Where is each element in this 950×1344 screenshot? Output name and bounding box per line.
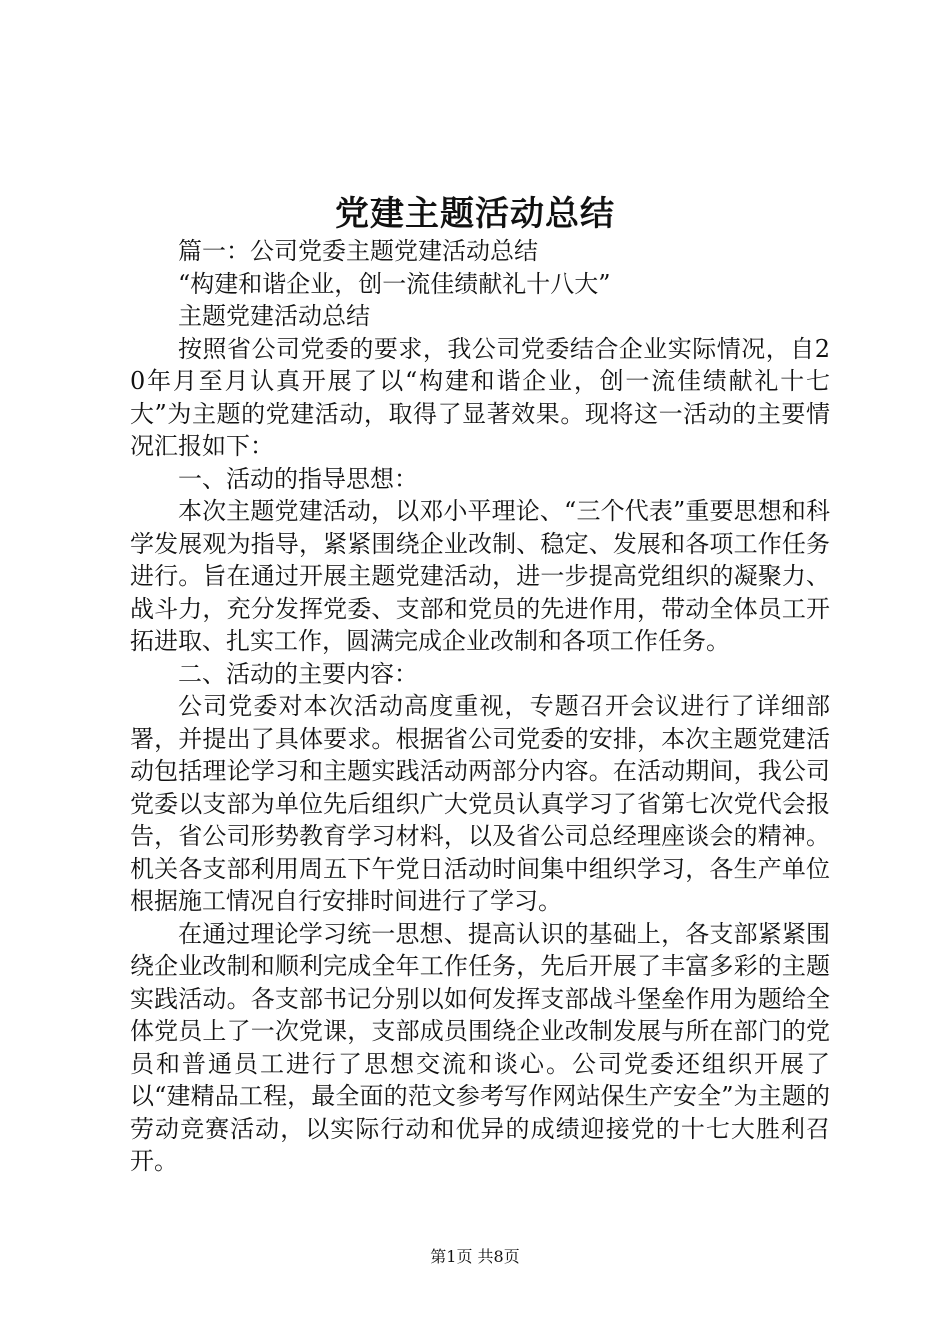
page-footer: 第1页 共8页	[430, 1247, 520, 1266]
paragraph-section-heading: 篇一：公司党委主题党建活动总结	[178, 237, 538, 265]
paragraph-heading-main-content: 二、活动的主要内容：	[178, 659, 418, 688]
paragraph-theme-slogan: “构建和谐企业，创一流佳绩献礼十八大”	[178, 269, 611, 298]
paragraph-main-content: 公司党委对本次活动高度重视，专题召开会议进行了详细部署，并提出了具体要求。根据省公司党委的安排，本次主题党建活动包括理论学习和主题实践活动两部分内容。在活动期间，我公司党委以支部为单位先后组织广大党员认真学习了省第七次党代会报告，省公司形势教育学习材料，以及省公司总经理座谈会的精神。机关各支部利用周五下午党日活动时间集中组织学习，各生产单位根据施工情况自行安排时间进行了学习。	[130, 692, 830, 915]
paragraph-guiding-thought: 本次主题党建活动，以邓小平理论、“三个代表”重要思想和科学发展观为指导，紧紧围绕企业改制、稳定、发展和各项工作任务进行。旨在通过开展主题党建活动，进一步提高党组织的凝聚力、战斗力，充分发挥党委、支部和党员的先进作用，带动全体员工开拓进取、扎实工作，圆满完成企业改制和各项工作任务。	[130, 497, 830, 655]
paragraph-heading-guiding-thought: 一、活动的指导思想：	[178, 464, 418, 493]
document-title: 党建主题活动总结	[335, 194, 615, 234]
paragraph-intro: 按照省公司党委的要求，我公司党委结合企业实际情况，自20年月至月认真开展了以“构建和谐企业，创一流佳绩献礼十七大”为主题的党建活动，取得了显著效果。现将这一活动的主要情况汇报如下：	[130, 334, 830, 460]
document-body	[130, 235, 830, 1178]
paragraph-practice-activities: 在通过理论学习统一思想、提高认识的基础上，各支部紧紧围绕企业改制和顺利完成全年工作任务，先后开展了丰富多彩的主题实践活动。各支部书记分别以如何发挥支部战斗堡垒作用为题给全体党员上了一次党课，支部成员围绕企业改制发展与所在部门的党员和普通员工进行了思想交流和谈心。公司党委还组织开展了以“建精品工程，最全面的范文参考写作网站保生产安全”为主题的劳动竞赛活动，以实际行动和优异的成绩迎接党的十七大胜利召开。	[130, 919, 830, 1175]
paragraph-subtitle: 主题党建活动总结	[178, 302, 370, 330]
